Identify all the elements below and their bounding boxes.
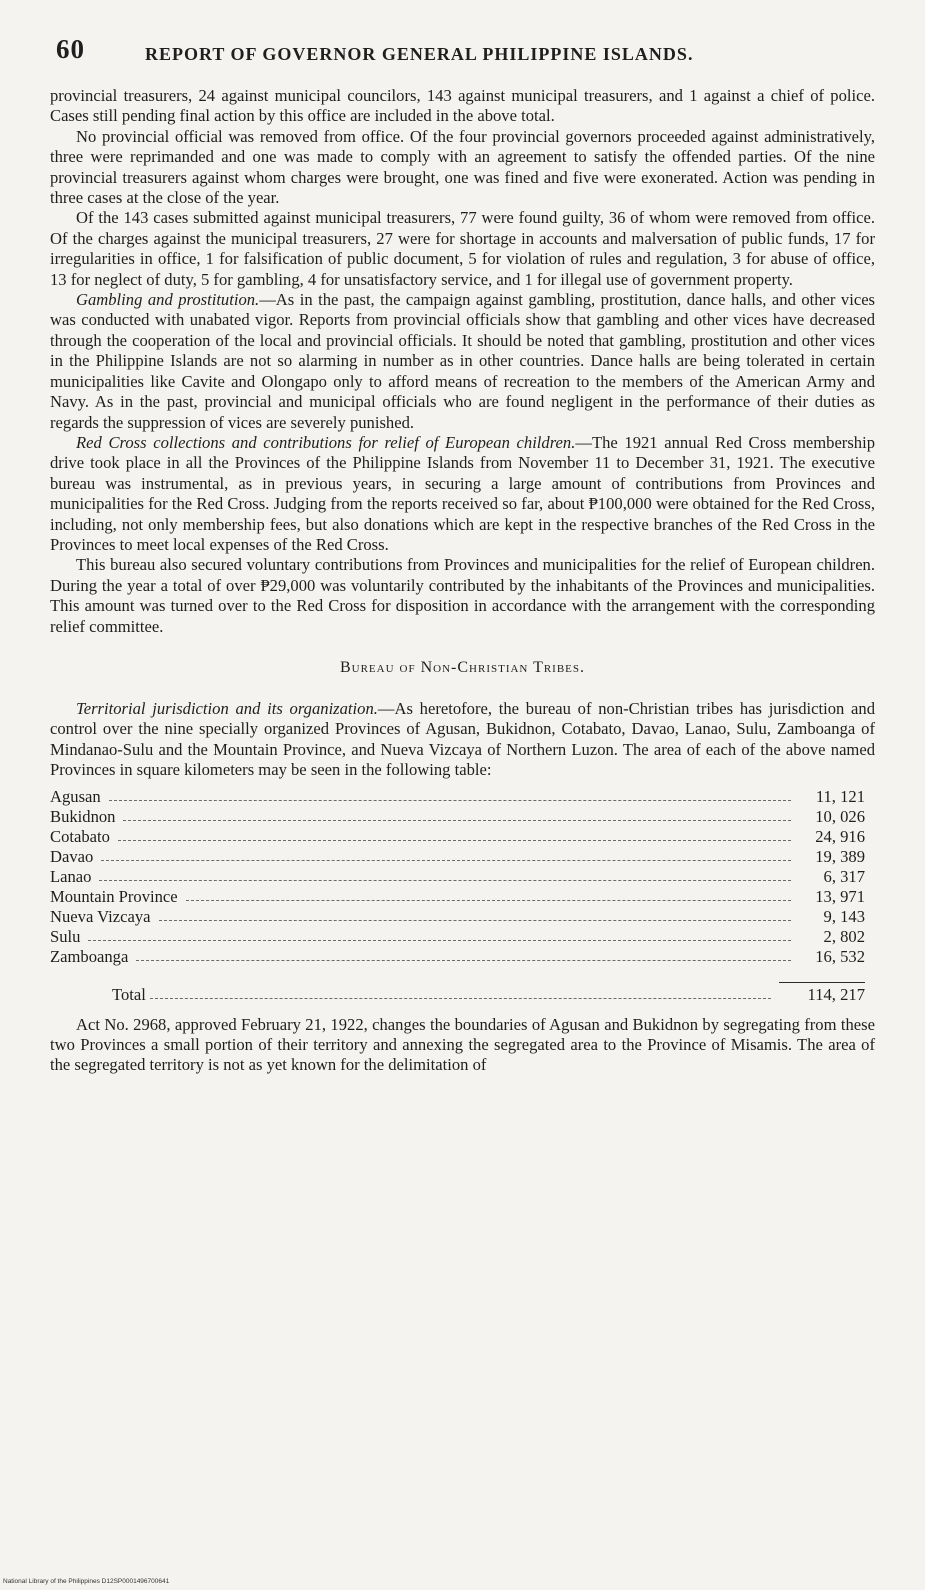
province-name: Sulu bbox=[50, 926, 81, 946]
province-area: 11, 121 bbox=[815, 786, 865, 806]
leader-dots bbox=[150, 998, 771, 999]
province-area: 9, 143 bbox=[823, 906, 865, 926]
province-name: Davao bbox=[50, 846, 94, 866]
table-row bbox=[50, 847, 865, 867]
paragraph-gambling-text: —As in the past, the campaign against gambling, prostitution, dance halls, and other vices was conducted with unabated vigor. Reports from provincial officials show that gambling and other vices have decreased through the cooperation of the local and provincial officials. It should be noted that gambling, prostitution and other vices in the Philippine Islands are not so alarming in number as in other countries. Dance halls are being tolerated in certain municipalities like Cavite and Olongapo only to afford means of recreation to the members of the American Army and Navy. As in the past, provincial and municipal officials who are found negligent in the performance of their duties as regards the suppression of vices are severely punished. bbox=[50, 290, 876, 432]
province-area: 10, 026 bbox=[815, 806, 865, 826]
total-label: Total bbox=[112, 984, 146, 1004]
province-area: 19, 389 bbox=[815, 846, 865, 866]
table-row bbox=[50, 807, 865, 827]
province-area: 24, 916 bbox=[815, 826, 865, 846]
province-name: Lanao bbox=[50, 866, 92, 886]
page-number: 60 bbox=[56, 34, 85, 64]
paragraph-territorial-text: —As heretofore, the bureau of non-Christian tribes has jurisdiction and control over the nine specially organized Provinces of Agusan, Bukidnon, Cotabato, Davao, Lanao, Sulu, Zamboanga of Mindanao-Sulu and the Mountain Province, and Nueva Vizcaya of Northern Luzon. The area of each of the above named Provinces in square kilometers may be seen in the following table: bbox=[50, 698, 875, 780]
scan-credit: National Library of the Philippines D12SP0001496700641 bbox=[3, 1578, 170, 1585]
paragraph-provincial-officials: No provincial official was removed from office. Of the four provincial governors proceeded against administratively, three were reprimanded and one was made to comply with an agreement to satisfy the offended parties. Of the nine provincial treasurers against whom charges were brought, one was fined and five were exonerated. Action was pending in three cases at the close of the year. bbox=[50, 126, 875, 208]
paragraph-red-cross-text: —The 1921 annual Red Cross membership drive took place in all the Provinces of the Philippine Islands from November 11 to December 31, 1921. The executive bureau was instrumental, as in previous years, in securing a large amount of contributions from Provinces and municipalities for the Red Cross. Judging from the reports received so far, about ₱100,000 were obtained for the Red Cross, including, not only membership fees, but also donations which are kept in the respective branches of the Red Cross in the Provinces to meet local expenses of the Red Cross. bbox=[50, 432, 875, 554]
leader-dots bbox=[186, 900, 791, 901]
province-name: Zamboanga bbox=[50, 946, 129, 966]
paragraph-continuation: provincial treasurers, 24 against municipal councilors, 143 against municipal treasurers, and 1 against a chief of police. Cases still pending final action by this office are included in the above total. bbox=[50, 86, 875, 126]
province-name: Cotabato bbox=[50, 826, 110, 846]
leader-dots bbox=[118, 840, 791, 841]
paragraph-territorial-jurisdiction bbox=[50, 699, 875, 781]
province-area: 2, 802 bbox=[823, 926, 865, 946]
paragraph-territorial-lead: Territorial jurisdiction and its organization. bbox=[76, 698, 378, 718]
table-row bbox=[50, 907, 865, 927]
table-total-row bbox=[50, 983, 865, 1005]
leader-dots bbox=[109, 800, 791, 801]
province-area: 6, 317 bbox=[823, 866, 865, 886]
province-area: 13, 971 bbox=[815, 886, 865, 906]
paragraph-red-cross-lead: Red Cross collections and contributions for relief of European children. bbox=[76, 432, 576, 452]
province-name: Nueva Vizcaya bbox=[50, 906, 151, 926]
paragraph-european-children: This bureau also secured voluntary contributions from Provinces and municipalities for the relief of European children. During the year a total of over ₱29,000 was voluntarily contributed by the inhabitants of the Provinces and municipalities. This amount was turned over to the Red Cross for disposition in accordance with the arrangement with the corresponding relief committee. bbox=[50, 555, 875, 636]
page-header bbox=[40, 34, 890, 74]
paragraph-municipal-treasurers: Of the 143 cases submitted against municipal treasurers, 77 were found guilty, 36 of whom were removed from office. Of the charges against the municipal treasurers, 27 were for shortage in accounts and malversation of public funds, 17 for irregularities in office, 1 for falsification of public document, 5 for violation of rules and regulation, 3 for abuse of office, 13 for neglect of duty, 5 for gambling, 4 for unsatisfactory service, and 1 for illegal use of government property. bbox=[50, 208, 875, 289]
body-text bbox=[50, 86, 875, 1076]
province-area: 16, 532 bbox=[815, 946, 865, 966]
paragraph-red-cross bbox=[50, 433, 875, 555]
table-row bbox=[50, 827, 865, 847]
total-value: 114, 217 bbox=[779, 982, 865, 1005]
province-area-table bbox=[50, 787, 865, 1005]
table-row bbox=[50, 867, 865, 887]
leader-dots bbox=[123, 820, 791, 821]
paragraph-gambling bbox=[50, 290, 875, 433]
table-row bbox=[50, 947, 865, 967]
province-name: Agusan bbox=[50, 786, 101, 806]
province-name: Mountain Province bbox=[50, 886, 178, 906]
running-head: REPORT OF GOVERNOR GENERAL PHILIPPINE ISLANDS. bbox=[145, 44, 694, 64]
table-row bbox=[50, 927, 865, 947]
table-row bbox=[50, 787, 865, 807]
province-name: Bukidnon bbox=[50, 806, 116, 826]
leader-dots bbox=[101, 860, 791, 861]
leader-dots bbox=[99, 880, 791, 881]
paragraph-act-2968: Act No. 2968, approved February 21, 1922, changes the boundaries of Agusan and Bukidnon by segregating from these two Provinces a small portion of their territory and annexing the segregated area to the Province of Misamis. The area of the segregated territory is not as yet known for the delimitation of bbox=[50, 1014, 875, 1075]
table-row bbox=[50, 887, 865, 907]
leader-dots bbox=[159, 920, 791, 921]
paragraph-gambling-lead: Gambling and prostitution. bbox=[76, 290, 260, 310]
leader-dots bbox=[88, 940, 791, 941]
leader-dots bbox=[136, 960, 791, 961]
section-title: Bureau of Non-Christian Tribes. bbox=[339, 658, 586, 676]
